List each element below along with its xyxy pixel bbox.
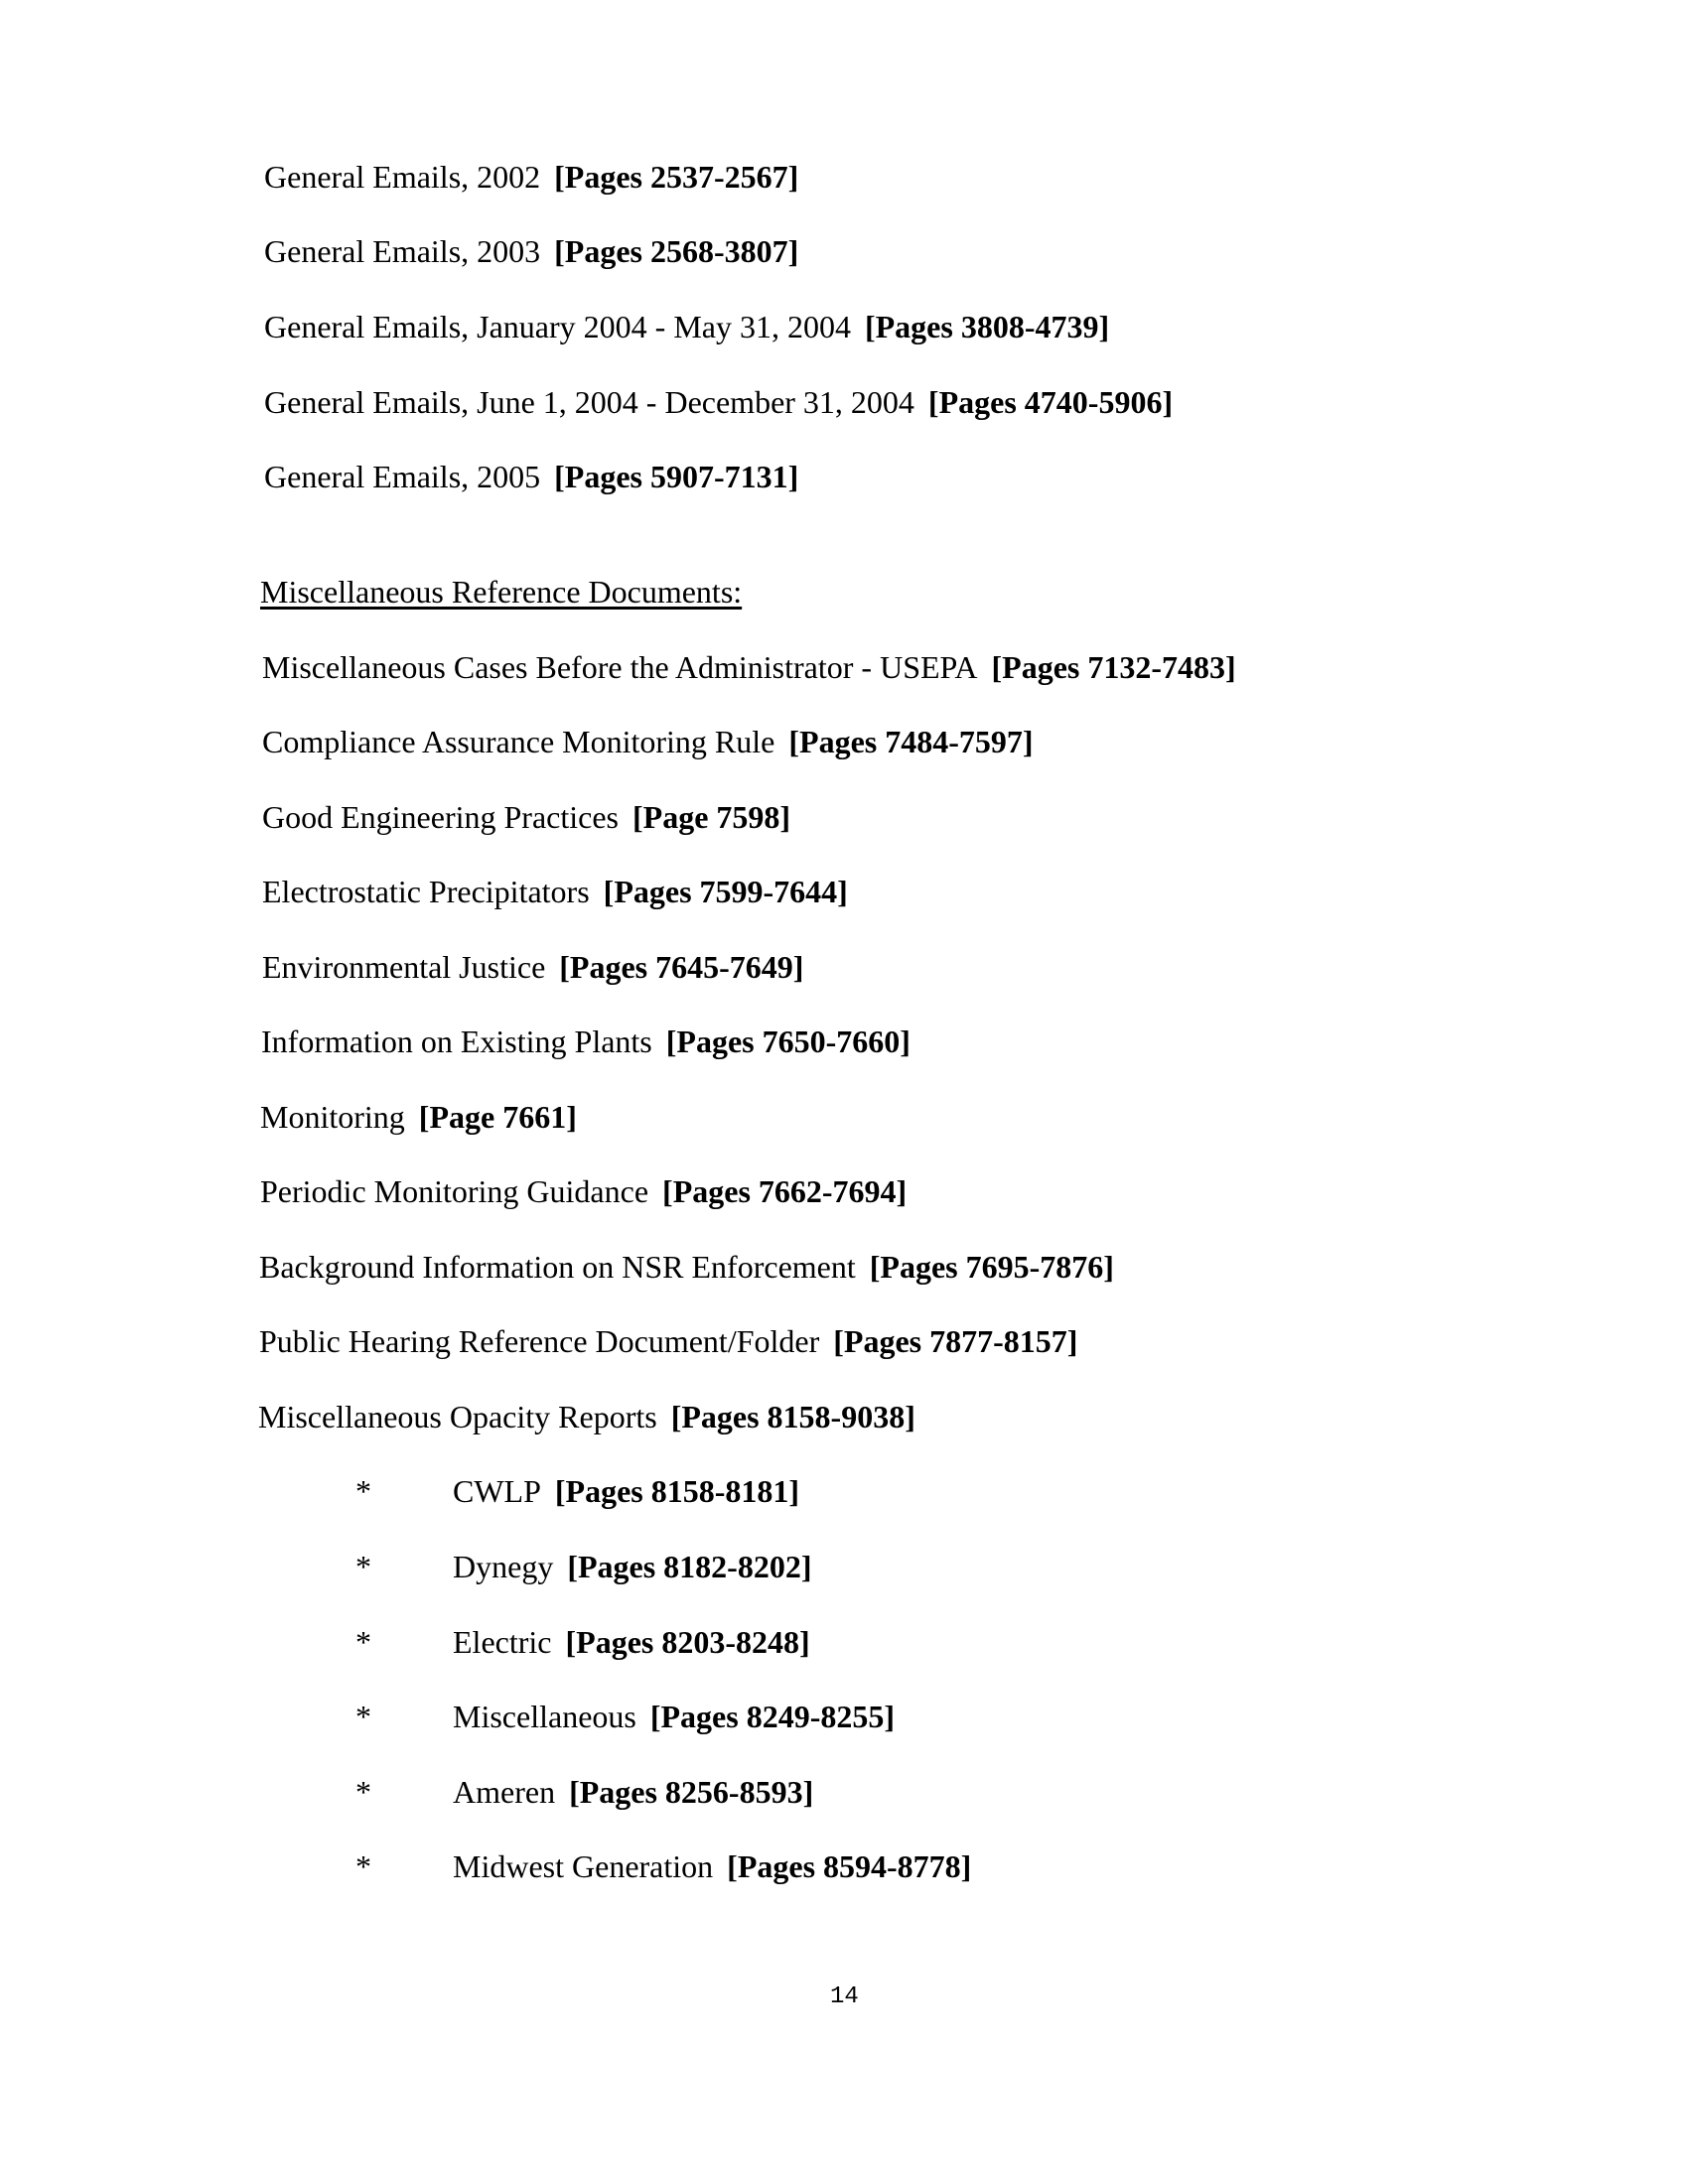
page-range: [Pages 7662-7694]: [662, 1173, 908, 1209]
email-entry: [264, 231, 798, 271]
email-entry: [264, 457, 798, 496]
reference-entry: [260, 1097, 577, 1137]
page-range: [Pages 3808-4739]: [864, 309, 1110, 344]
page-range: [Pages 7599-7644]: [603, 874, 848, 909]
page-range: [Pages 4740-5906]: [927, 384, 1174, 420]
email-entry: [264, 307, 1109, 346]
entry-label: Background Information on NSR Enforcement: [259, 1249, 856, 1285]
reference-entry: [260, 1171, 907, 1211]
entry-label: Public Hearing Reference Document/Folder: [259, 1323, 820, 1359]
page-range: [Pages 7695-7876]: [869, 1249, 1114, 1285]
reference-entry: [262, 647, 1236, 687]
page-range: [Pages 5907-7131]: [554, 459, 799, 494]
reference-entry: [262, 722, 1034, 761]
email-entry: [264, 382, 1173, 422]
entry-label: Electric: [453, 1624, 552, 1660]
entry-label: Electrostatic Precipitators: [262, 874, 590, 909]
entry-label: Midwest Generation: [453, 1848, 714, 1884]
page-range: [Pages 8203-8248]: [565, 1624, 810, 1660]
page-range: [Pages 7645-7649]: [559, 949, 804, 985]
entry-label: Environmental Justice: [262, 949, 546, 985]
reference-entry: [262, 947, 803, 987]
page-range: [Pages 7132-7483]: [991, 649, 1236, 685]
entry-label: Periodic Monitoring Guidance: [260, 1173, 649, 1209]
bullet-icon: *: [355, 1549, 371, 1584]
entry-label: Good Engineering Practices: [262, 799, 619, 835]
entry-label: General Emails, June 1, 2004 - December 31, 2004: [264, 384, 914, 420]
entry-label: Miscellaneous Cases Before the Administrator - USEPA: [262, 649, 978, 685]
section-heading: Miscellaneous Reference Documents:: [260, 574, 743, 610]
entry-label: Miscellaneous: [453, 1699, 636, 1734]
reference-entry: [259, 1321, 1077, 1361]
page-range: [Pages 7650-7660]: [665, 1024, 911, 1059]
reference-entry: [262, 872, 848, 911]
page-range: [Pages 8249-8255]: [649, 1699, 896, 1734]
entry-label: General Emails, 2003: [264, 233, 541, 269]
page-range: [Page 7598]: [632, 799, 791, 835]
page-range: [Pages 8182-8202]: [567, 1549, 812, 1584]
reference-entry: [259, 1247, 1114, 1287]
bullet-icon: *: [355, 1848, 371, 1884]
bullet-icon: *: [355, 1774, 371, 1810]
page-range: [Pages 2537-2567]: [554, 159, 799, 195]
page-range: [Pages 8158-8181]: [554, 1473, 800, 1509]
entry-label: General Emails, 2002: [264, 159, 541, 195]
entry-label: General Emails, January 2004 - May 31, 2004: [264, 309, 851, 344]
page-range: [Pages 8594-8778]: [727, 1848, 972, 1884]
reference-entry: [261, 1022, 911, 1061]
reference-entry: [258, 1397, 915, 1436]
page-range: [Pages 2568-3807]: [554, 233, 799, 269]
page-range: [Pages 8256-8593]: [569, 1774, 814, 1810]
bullet-icon: *: [355, 1473, 371, 1509]
email-entry: [264, 157, 798, 197]
page-range: [Pages 7484-7597]: [788, 724, 1034, 759]
page-range: [Page 7661]: [418, 1099, 577, 1135]
bullet-icon: *: [355, 1624, 371, 1660]
entry-label: General Emails, 2005: [264, 459, 541, 494]
entry-label: Monitoring: [260, 1099, 405, 1135]
entry-label: Dynegy: [453, 1549, 554, 1584]
entry-label: Miscellaneous Opacity Reports: [258, 1399, 657, 1434]
entry-label: Ameren: [453, 1774, 556, 1810]
page-range: [Pages 8158-9038]: [670, 1399, 915, 1434]
entry-label: CWLP: [453, 1473, 541, 1509]
reference-entry: [262, 797, 790, 837]
page-number: 14: [830, 1983, 859, 2010]
entry-label: Information on Existing Plants: [261, 1024, 652, 1059]
page-range: [Pages 7877-8157]: [833, 1323, 1078, 1359]
entry-label: Compliance Assurance Monitoring Rule: [262, 724, 775, 759]
bullet-icon: *: [355, 1699, 371, 1734]
